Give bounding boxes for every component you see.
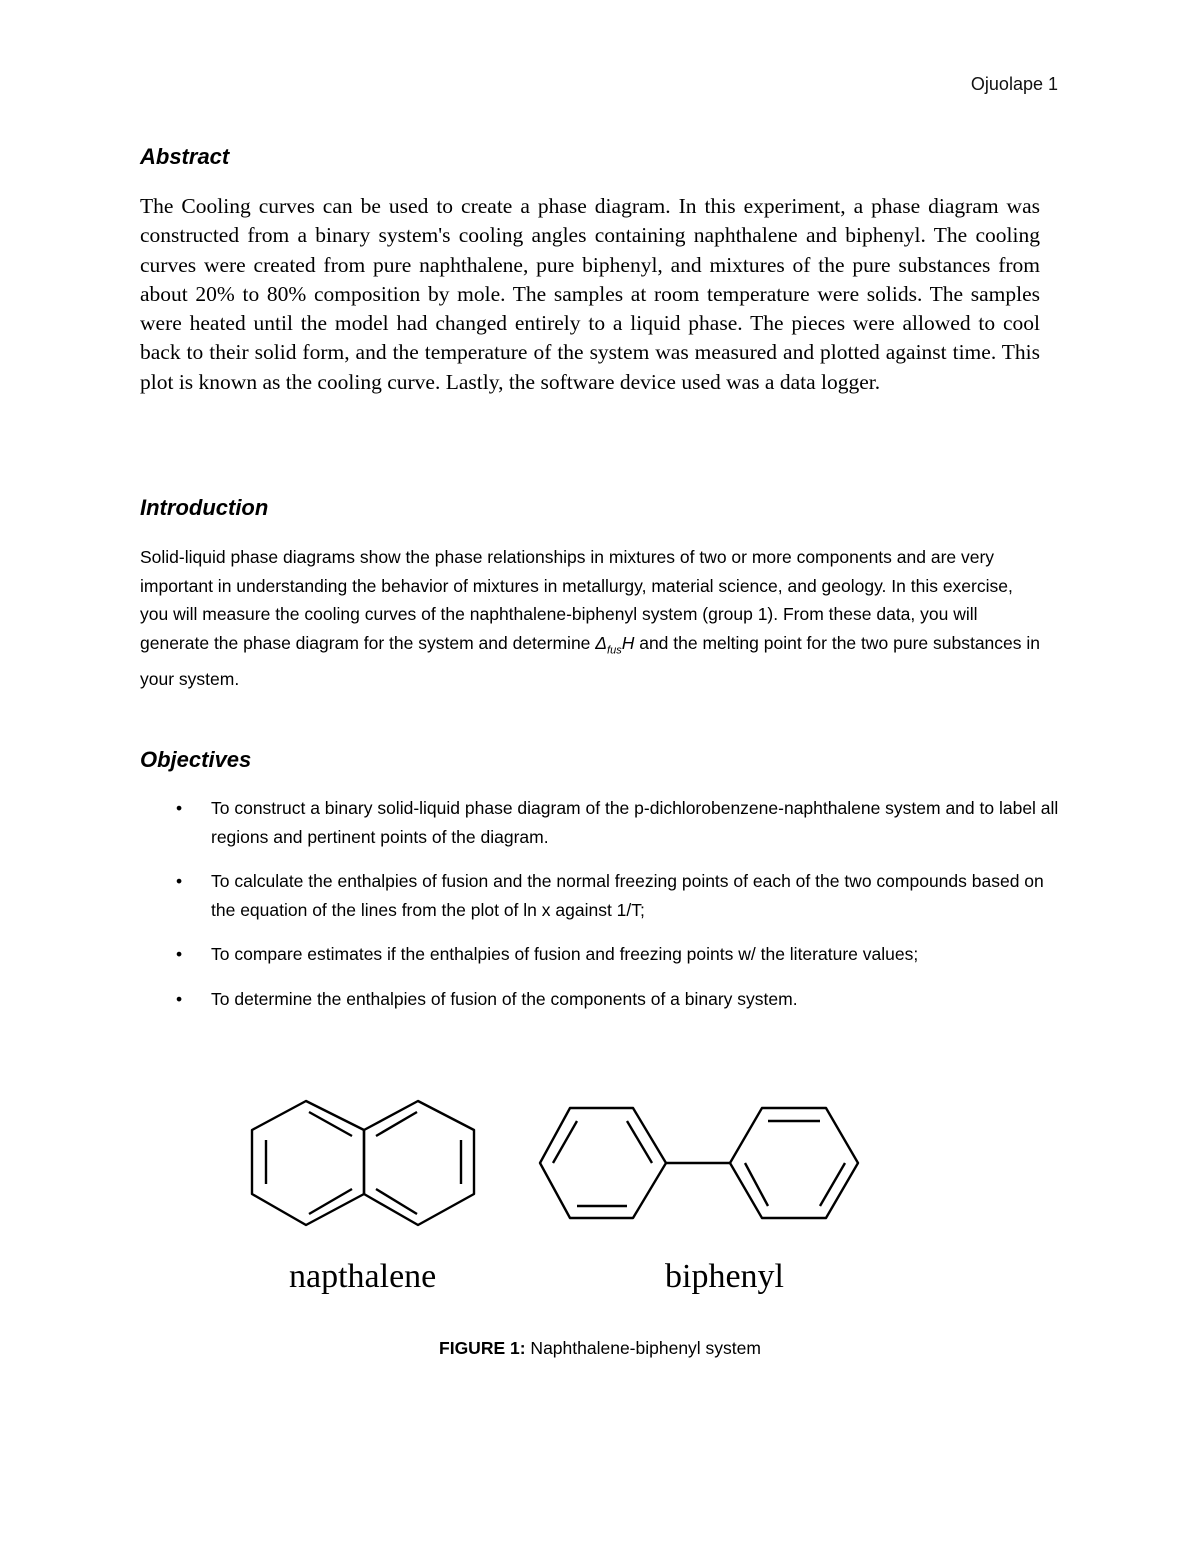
double-bond bbox=[745, 1163, 768, 1206]
abstract-body: The Cooling curves can be used to create a phase diagram. In this experiment, a phase diagram was constructed from a binary system's cooling angles containing naphthalene and biphenyl. The cooling curves were created from pure naphthalene, pure biphenyl, and mixtures of the pure substances from about 20% to 80% composition by mole. The samples at room temperature were solids. The samples were heated until the model had changed entirely to a liquid phase. The pieces were allowed to cool back to their solid form, and the temperature of the system was measured and plotted against time. This plot is known as the cooling curve. Lastly, the software device used was a data logger. bbox=[140, 194, 1040, 394]
figure-caption bbox=[0, 1338, 1200, 1359]
objective-text: To determine the enthalpies of fusion of the components of a binary system. bbox=[211, 988, 798, 1009]
introduction-body bbox=[140, 543, 1045, 693]
objective-item bbox=[140, 794, 1060, 851]
biphenyl-left-ring bbox=[540, 1108, 666, 1218]
double-bond bbox=[820, 1163, 845, 1206]
objectives-heading: Objectives bbox=[140, 747, 252, 772]
biphenyl-structure bbox=[540, 1108, 858, 1218]
introduction-heading: Introduction bbox=[140, 495, 269, 520]
objective-text: To calculate the enthalpies of fusion and the normal freezing points of each of the two compounds based on the equation of the lines from the plot of ln x against 1/T; bbox=[211, 871, 1044, 920]
biphenyl-right-ring bbox=[730, 1108, 858, 1218]
double-bond bbox=[376, 1112, 417, 1136]
naphthalene-left-ring bbox=[252, 1101, 364, 1225]
double-bond bbox=[309, 1112, 352, 1136]
introduction-text-part1: Solid-liquid phase diagrams show the phase relationships in mixtures of two or more components and are very important in understanding the behavior of mixtures in metallurgy, material science, and geology. In this exercise, you will measure the cooling curves of the naphthalene-biphenyl system (group 1). From these data, you will generate the phase diagram for the system and determine bbox=[140, 547, 1013, 653]
delta-symbol: Δ bbox=[595, 632, 608, 653]
objectives-list bbox=[140, 794, 1060, 1029]
objective-text: To compare estimates if the enthalpies of fusion and freezing points w/ the literature values; bbox=[211, 944, 919, 964]
double-bond bbox=[627, 1121, 652, 1163]
bullet-icon: • bbox=[176, 988, 183, 1009]
delta-fus-h bbox=[595, 632, 635, 656]
naphthalene-right-ring bbox=[364, 1101, 474, 1225]
objective-item bbox=[140, 867, 1060, 924]
objective-text: To construct a binary solid-liquid phase diagram of the p-dichlorobenzene-naphthalene system and to label all regions and pertinent points of the diagram. bbox=[211, 798, 1059, 847]
introduction-text-part2: and the melting point for the two pure substances in your system. bbox=[140, 632, 1041, 689]
bullet-icon: • bbox=[176, 871, 183, 891]
double-bond bbox=[553, 1121, 577, 1163]
caption-label: FIGURE 1: bbox=[439, 1338, 526, 1358]
caption-text: Naphthalene-biphenyl system bbox=[525, 1338, 761, 1358]
naphthalene-label: napthalene bbox=[289, 1258, 437, 1295]
double-bond bbox=[376, 1189, 417, 1214]
delta-variable: H bbox=[621, 632, 635, 653]
objective-item bbox=[140, 940, 1060, 969]
double-bond bbox=[309, 1189, 352, 1214]
bullet-icon: • bbox=[176, 944, 183, 964]
delta-subscript: fus bbox=[607, 644, 622, 656]
biphenyl-label: biphenyl bbox=[665, 1258, 784, 1295]
objective-item bbox=[140, 985, 1060, 1014]
naphthalene-structure bbox=[252, 1101, 474, 1225]
abstract-heading: Abstract bbox=[140, 144, 230, 169]
bullet-icon: • bbox=[176, 798, 183, 818]
page-header: Ojuolape 1 bbox=[970, 74, 1058, 94]
